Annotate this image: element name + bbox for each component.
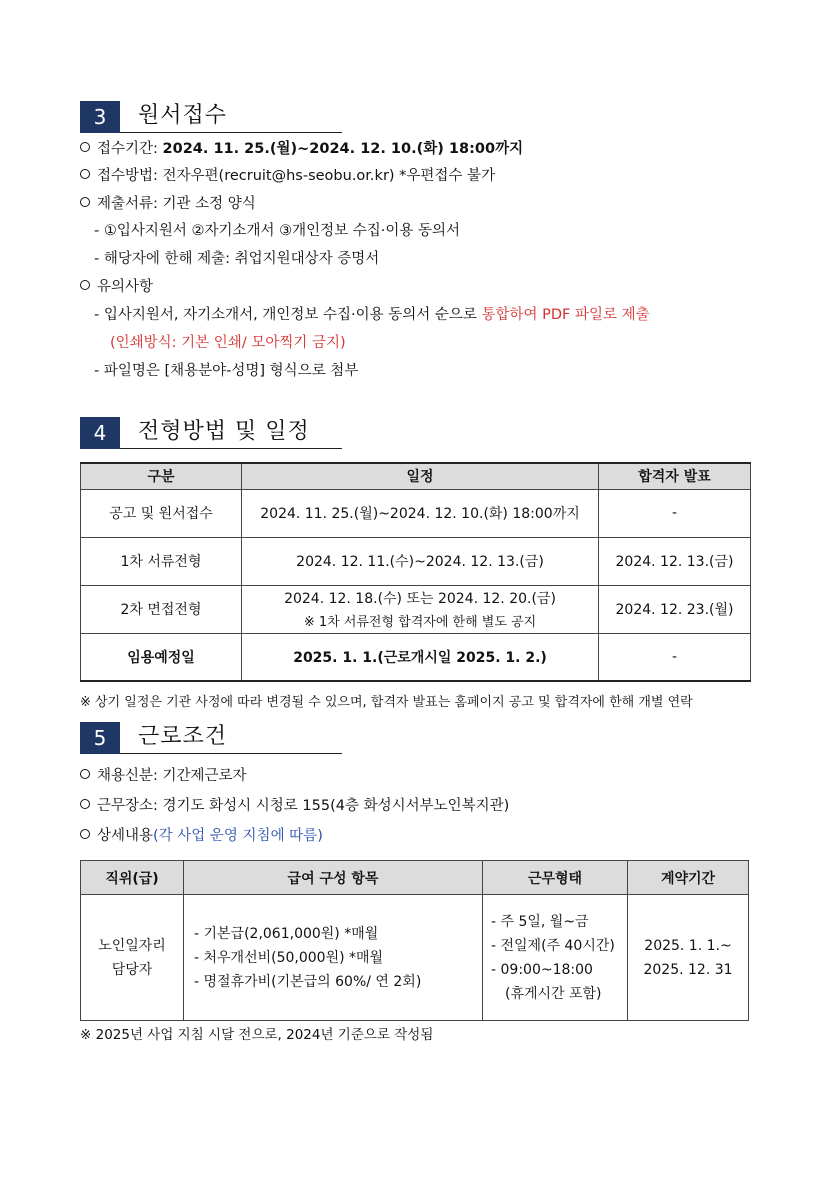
schedule-subnote: ※ 1차 서류전형 합격자에 한해 별도 공지 [303,615,537,630]
work-item: (휴게시간 포함) [505,985,602,1002]
section-title: 원서접수 [138,103,228,128]
term-cell [628,895,749,1021]
schedule-cell: 2025. 1. 1.(근로개시일 2025. 1. 2.) [242,633,599,681]
docs-text: 제출서류: 기관 소정 양식 [97,196,256,212]
work-item: - 09:00~18:00 [491,961,593,978]
place-line [80,796,509,816]
section-number: 4 [80,417,120,449]
circle-bullet-icon [80,799,90,809]
note-1-text: - 입사지원서, 자기소개서, 개인정보 수집·이용 동의서 순으로 [94,307,482,323]
detail-line [80,826,323,846]
schedule-table [80,462,751,682]
note-1 [94,305,650,325]
heading-rule [120,132,342,133]
section-number: 5 [80,722,120,754]
result-cell: - [599,489,751,537]
section-5-heading [80,722,342,754]
circle-bullet-icon [80,197,90,207]
col-header-pay: 급여 구성 항목 [184,861,483,895]
table-row [81,489,751,537]
col-header-schedule: 일정 [242,463,599,489]
col-header-work: 근무형태 [483,861,628,895]
step-cell: 임용예정일 [81,633,242,681]
notes-text: 유의사항 [97,279,154,295]
status-line [80,766,247,786]
circle-bullet-icon [80,142,90,152]
pay-item: - 기본급(2,061,000원) *매월 [194,925,379,942]
table-row [81,585,751,633]
schedule-footnote: ※ 상기 일정은 기관 사정에 따라 변경될 수 있으며, 합격자 발표는 홈페이지 공고 및 합격자에 한해 개별 연락 [80,695,693,710]
work-item: - 주 5일, 월~금 [491,913,589,930]
note-1-print-method: (인쇄방식: 기본 인쇄/ 모아찍기 금지) [110,335,346,351]
result-cell: - [599,633,751,681]
note-1-highlight: 통합하여 PDF 파일로 제출 [481,307,650,323]
docs-item-2: - 해당자에 한해 제출: 취업지원대상자 증명서 [94,251,380,267]
circle-bullet-icon [80,829,90,839]
notes-line [80,277,153,297]
section-number: 3 [80,101,120,133]
detail-text: 상세내용 [97,828,154,844]
term-line-1: 2025. 1. 1.~ [644,937,732,954]
position-line-2: 담당자 [111,961,153,978]
section-title: 근로조건 [138,724,228,749]
table-header-row [81,463,751,489]
step-cell: 공고 및 원서접수 [81,489,242,537]
schedule-cell [242,585,599,633]
period-value: 2024. 11. 25.(월)~2024. 12. 10.(화) 18:00까지 [162,141,524,157]
method-line [80,166,495,186]
col-header-step: 구분 [81,463,242,489]
result-cell: 2024. 12. 23.(월) [599,585,751,633]
col-header-term: 계약기간 [628,861,749,895]
position-line-1: 노인일자리 [98,937,166,954]
heading-rule [120,448,342,449]
col-header-position: 직위(급) [81,861,184,895]
schedule-text: 2024. 12. 18.(수) 또는 2024. 12. 20.(금) [284,591,556,607]
status-text: 채용신분: 기간제근로자 [97,768,247,784]
note-2: - 파일명은 [채용분야-성명] 형식으로 첨부 [94,363,359,379]
term-line-2: 2025. 12. 31 [643,961,733,978]
work-cell [483,895,628,1021]
conditions-footnote: ※ 2025년 사업 지침 시달 전으로, 2024년 기준으로 작성됨 [80,1027,434,1043]
docs-item-1: - ①입사지원서 ②자기소개서 ③개인정보 수집·이용 동의서 [94,223,461,239]
table-header-row [81,861,749,895]
table-row [81,895,749,1021]
docs-line [80,194,256,214]
result-cell: 2024. 12. 13.(금) [599,537,751,585]
heading-rule [120,753,342,754]
conditions-table [80,860,749,1021]
section-4-heading [80,417,342,449]
work-item: - 전일제(주 40시간) [491,937,615,954]
schedule-cell: 2024. 12. 11.(수)~2024. 12. 13.(금) [242,537,599,585]
method-text: 접수방법: 전자우편(recruit@hs-seobu.or.kr) *우편접수 불가 [97,168,496,184]
col-header-result: 합격자 발표 [599,463,751,489]
pay-cell [184,895,483,1021]
position-cell [81,895,184,1021]
circle-bullet-icon [80,169,90,179]
section-title: 전형방법 및 일정 [138,419,310,444]
circle-bullet-icon [80,769,90,779]
table-row [81,633,751,681]
table-row [81,537,751,585]
step-cell: 1차 서류전형 [81,537,242,585]
circle-bullet-icon [80,280,90,290]
period-label: 접수기간: [97,141,163,157]
step-cell: 2차 면접전형 [81,585,242,633]
schedule-cell: 2024. 11. 25.(월)~2024. 12. 10.(화) 18:00까지 [242,489,599,537]
section-3-heading [80,101,342,133]
detail-note: (각 사업 운영 지침에 따름) [153,828,323,844]
pay-item: - 처우개선비(50,000원) *매월 [194,949,384,966]
period-line [80,139,523,159]
pay-item: - 명절휴가비(기본급의 60%/ 연 2회) [194,973,422,990]
place-text: 근무장소: 경기도 화성시 시청로 155(4층 화성시서부노인복지관) [97,798,510,814]
